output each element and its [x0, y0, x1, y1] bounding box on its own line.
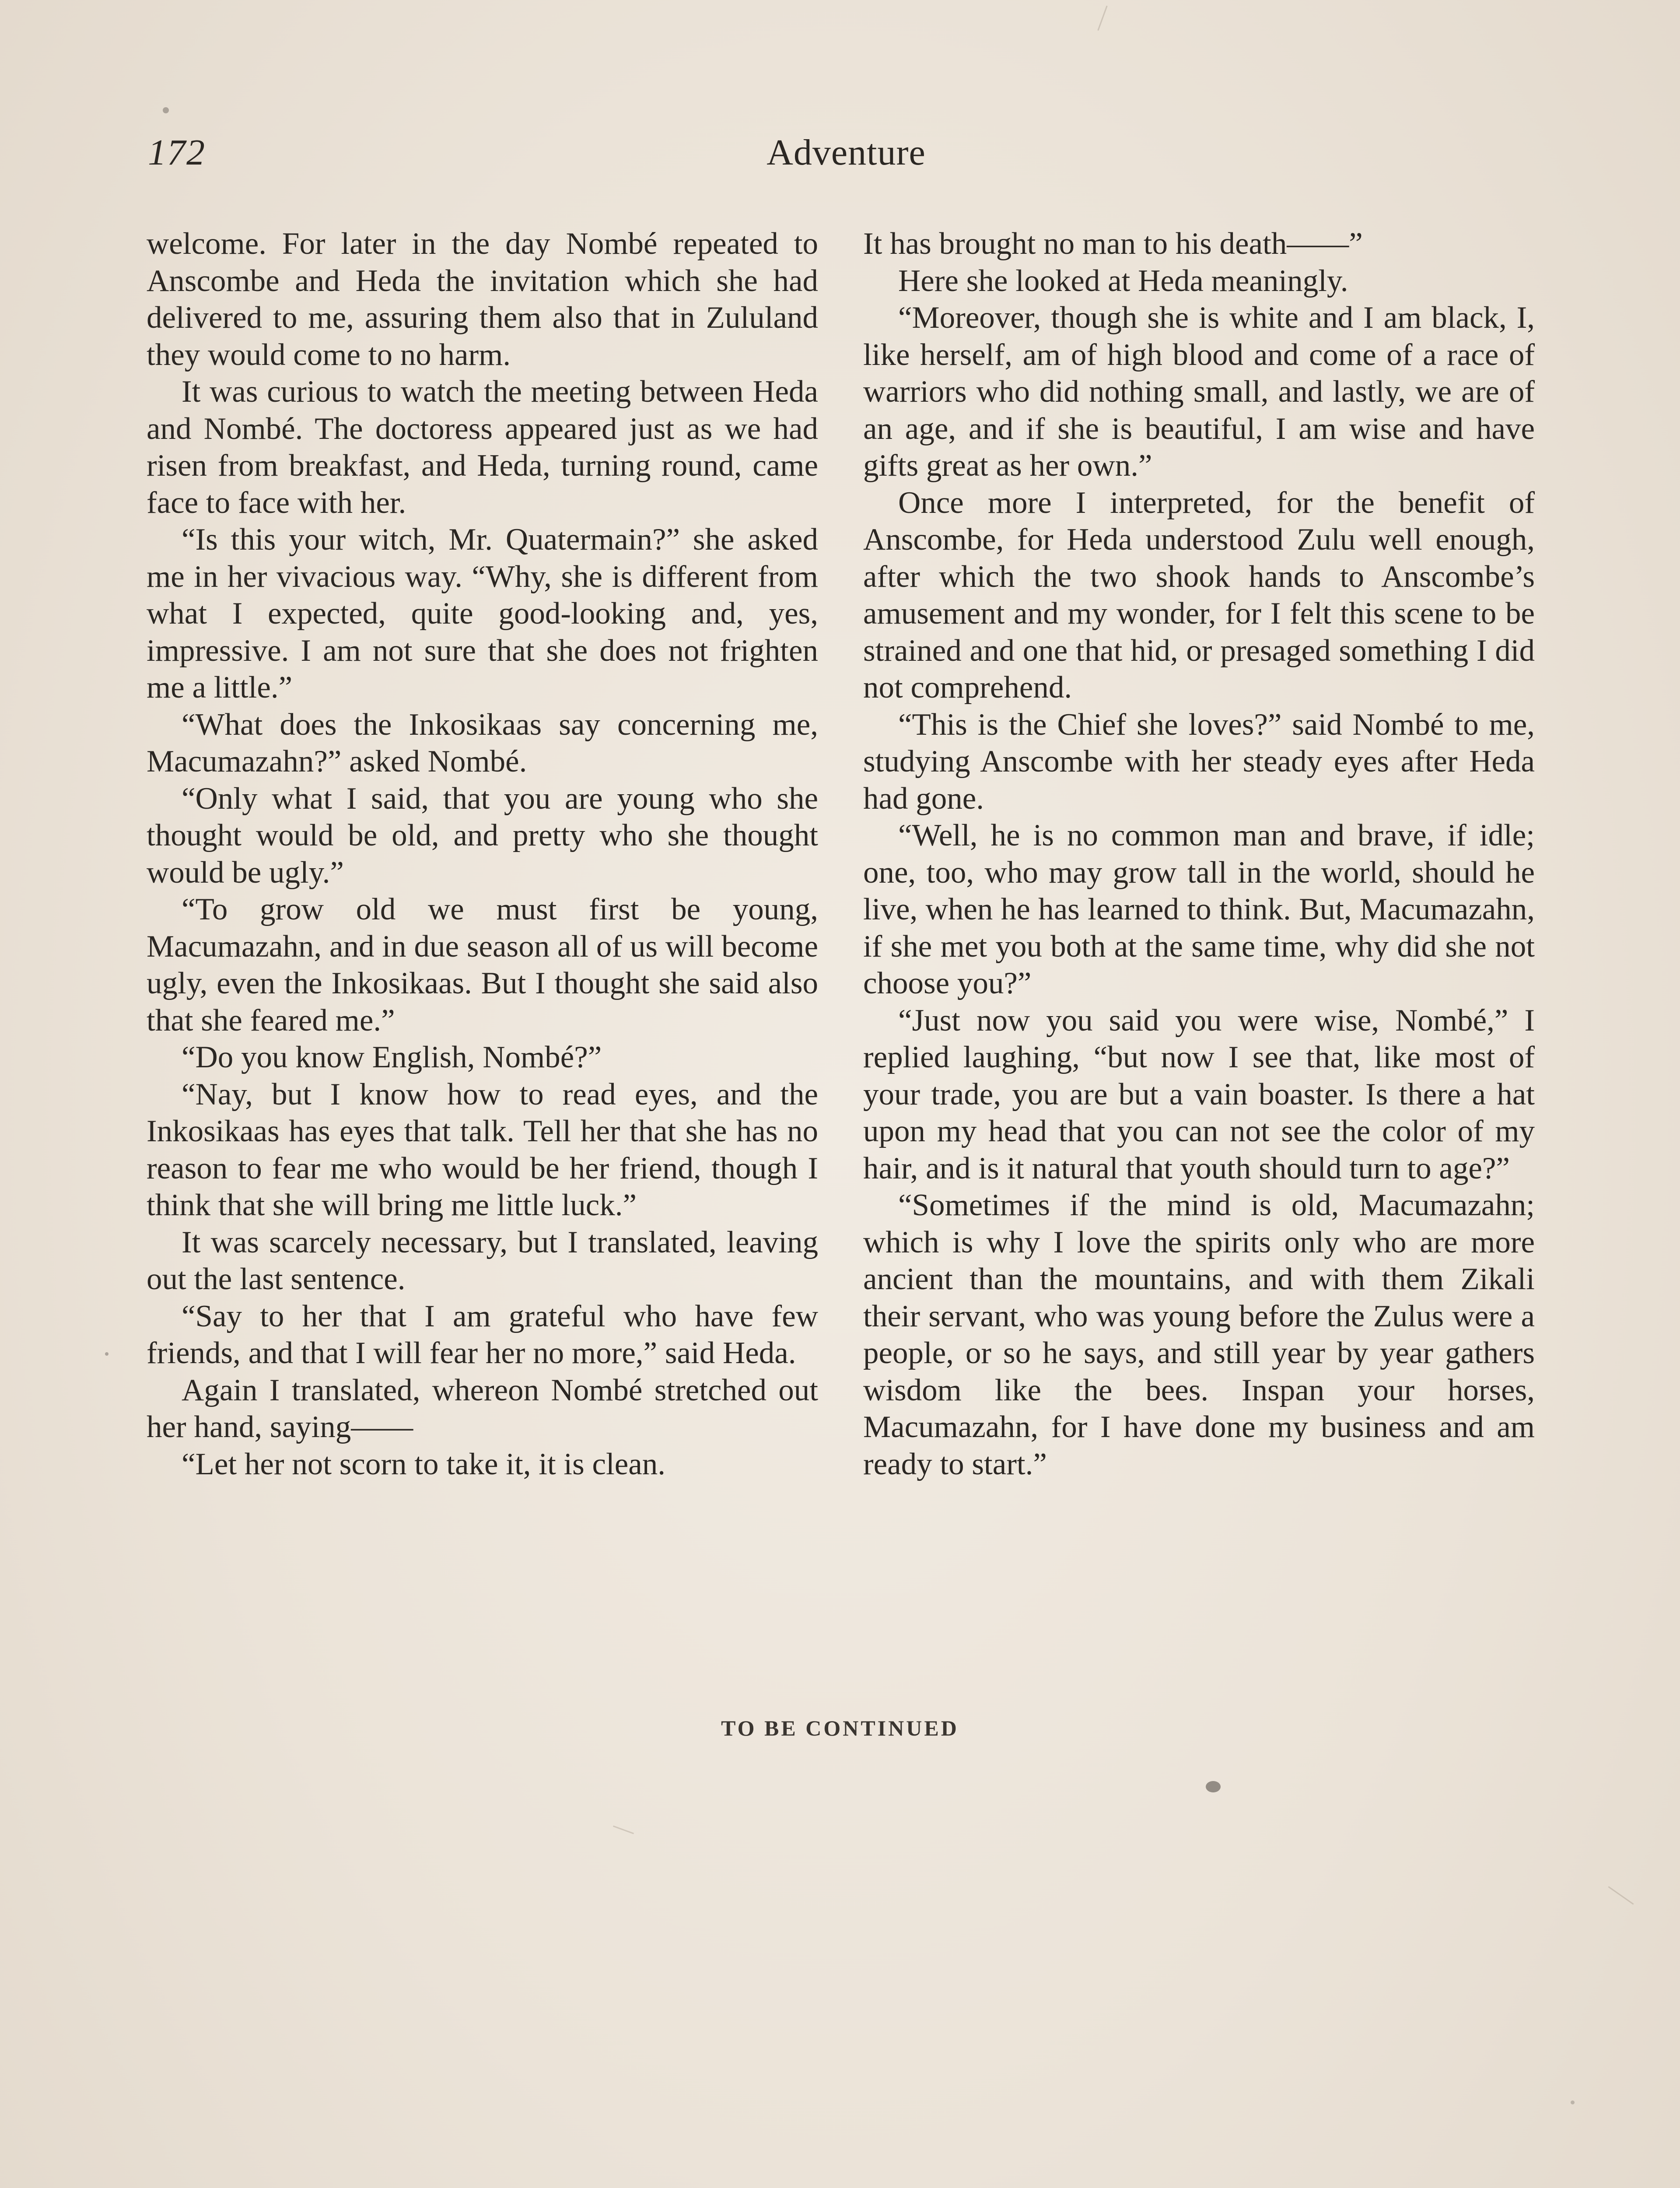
paper-fiber: [1608, 1886, 1634, 1905]
paragraph: “Say to her that I am grateful who have few friends, and that I will fear her no more,” said Heda.: [147, 1299, 818, 1370]
paragraph: “Do you know English, Nombé?”: [182, 1040, 602, 1074]
paragraph: “To grow old we must first be young, Macumazahn, and in due season all of us will become ugly, even the Inkosikaas. But I thought she said also that she feared me.”: [147, 892, 818, 1038]
paragraph: Here she looked at Heda meaningly.: [898, 263, 1348, 298]
paper-fiber: [613, 1826, 634, 1834]
paragraph: It has brought no man to his death——”: [863, 227, 1363, 261]
paragraph: “Well, he is no common man and brave, if idle; one, too, who may grow tall in the world, should he live, when he has learned to think. But, Macumazahn, if she met you both at the same time, why did she not choose you?”: [863, 818, 1535, 1000]
paragraph: “Let her not scorn to take it, it is clean.: [182, 1447, 666, 1481]
paragraph: “This is the Chief she loves?” said Nombé to me, studying Anscombe with her steady eyes after Heda had gone.: [863, 707, 1535, 816]
paragraph: Again I translated, whereon Nombé stretched out her hand, saying——: [147, 1373, 818, 1444]
paper-speck: [105, 1352, 108, 1356]
paragraph: “Nay, but I know how to read eyes, and the Inkosikaas has eyes that talk. Tell her that she has no reason to fear me who would be her friend, though I think that she will bring me little luck.”: [147, 1077, 818, 1222]
paragraph: “Sometimes if the mind is old, Macumazahn; which is why I love the spirits only who are more ancient than the mountains, and with them Zikali their servant, who was young before the Zulus were a people, or so he says, and still year by year gathers wisdom like the bees. Inspan your horses, Macumazahn, for I have done my business and am ready to start.”: [863, 1188, 1535, 1481]
paragraph: “Moreover, though she is white and I am black, I, like herself, am of high blood and come of a race of warriors who did nothing small, and lastly, we are of an age, and if she is beautiful, I am wise and have gifts great as her own.”: [863, 301, 1535, 483]
paper-speck: [163, 107, 169, 113]
paper-fiber: [1097, 6, 1107, 31]
page-number: 172: [148, 132, 206, 173]
paragraph: welcome. For later in the day Nombé repeated to Anscombe and Heda the invitation which she had delivered to me, assuring them also that in Zululand they would come to no harm.: [147, 227, 818, 372]
page-header: [148, 131, 1544, 184]
paragraph: “Just now you said you were wise, Nombé,” I replied laughing, “but now I see that, like most of your trade, you are but a vain boaster. Is there a hat upon my head that you can not see the color of my hair, and is it natural that youth should turn to age?”: [863, 1003, 1535, 1185]
paragraph: “Only what I said, that you are young who she thought would be old, and pretty who she thought would be ugly.”: [147, 781, 818, 890]
to-be-continued-note: TO BE CONTINUED: [721, 1716, 959, 1740]
paragraph: “Is this your witch, Mr. Quatermain?” she asked me in her vivacious way. “Why, she is different from what I expected, quite good-looking and, yes, impressive. I am not sure that she does not frighten me a little.”: [147, 522, 818, 705]
text-column-right: [863, 225, 1535, 1483]
paper-speck: [1206, 1781, 1221, 1792]
paragraph: “What does the Inkosikaas say concerning me, Macumazahn?” asked Nombé.: [147, 707, 818, 778]
paragraph: Once more I interpreted, for the benefit of Anscombe, for Heda understood Zulu well enough, after which the two shook hands to Anscombe’s amusement and my wonder, for I felt this scene to be strained and one that hid, or presaged something I did not comprehend.: [863, 485, 1535, 705]
paper-speck: [1571, 2100, 1575, 2104]
running-title: Adventure: [766, 132, 926, 173]
text-column-left: [147, 225, 818, 1483]
paragraph: It was scarcely necessary, but I translated, leaving out the last sentence.: [147, 1225, 818, 1296]
paragraph: It was curious to watch the meeting between Heda and Nombé. The doctoress appeared just as we had risen from breakfast, and Heda, turning round, came face to face with her.: [147, 375, 818, 520]
